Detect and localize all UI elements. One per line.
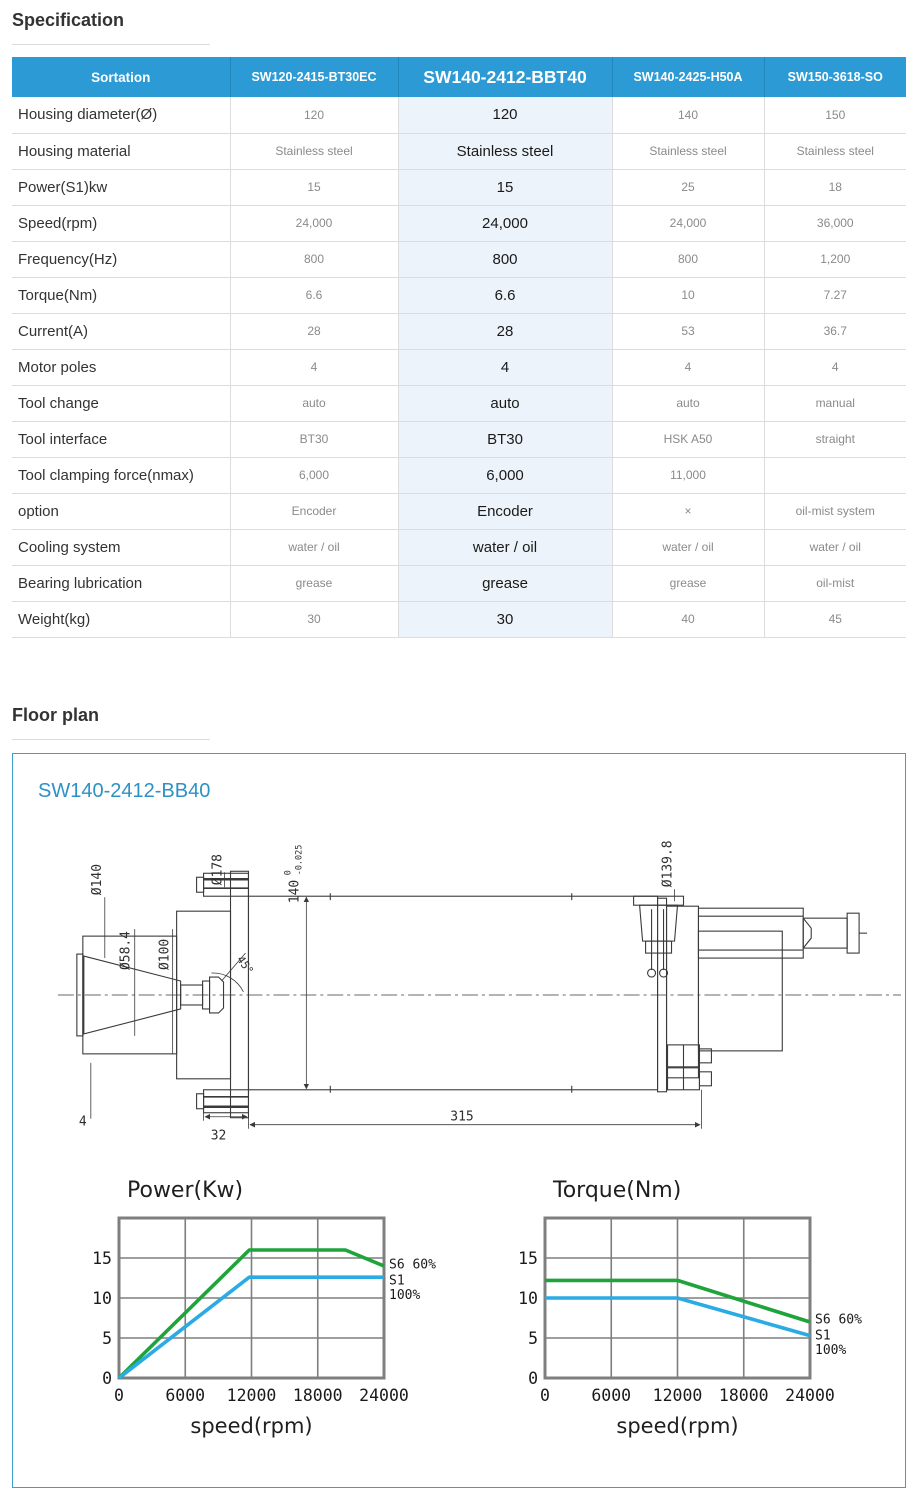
cell-value: 45 bbox=[764, 601, 906, 637]
spec-table bbox=[12, 57, 906, 638]
row-label: Cooling system bbox=[12, 529, 230, 565]
cell-value: Stainless steel bbox=[764, 133, 906, 169]
section-title-floorplan: Floor plan bbox=[12, 704, 99, 725]
row-label: Tool interface bbox=[12, 421, 230, 457]
power-chart bbox=[49, 1173, 469, 1441]
cell-value: 4 bbox=[612, 349, 764, 385]
dim-label-4: 4 bbox=[78, 1114, 87, 1130]
row-label: Current(A) bbox=[12, 313, 230, 349]
table-row bbox=[12, 133, 906, 169]
y-tick-label: 10 bbox=[518, 1288, 538, 1308]
chart-title: Power(Kw) bbox=[127, 1177, 244, 1203]
column-header: SW120-2415-BT30EC bbox=[230, 57, 398, 97]
row-label: Weight(kg) bbox=[12, 601, 230, 637]
section-title-specification: Specification bbox=[12, 10, 125, 30]
heading-underline bbox=[12, 739, 210, 740]
header-row bbox=[12, 57, 906, 97]
table-row bbox=[12, 241, 906, 277]
series-label: 100% bbox=[815, 1342, 847, 1358]
cell-value: 11,000 bbox=[612, 457, 764, 493]
y-tick-label: 0 bbox=[102, 1368, 112, 1388]
column-header: SW140-2425-H50A bbox=[612, 57, 764, 97]
cell-value: × bbox=[612, 493, 764, 529]
cell-value: oil-mist system bbox=[764, 493, 906, 529]
column-header: Sortation bbox=[12, 57, 230, 97]
floorplan-panel bbox=[12, 753, 906, 1488]
cell-value: 1,200 bbox=[764, 241, 906, 277]
table-row bbox=[12, 97, 906, 133]
y-tick-label: 0 bbox=[528, 1368, 538, 1388]
cell-value: Encoder bbox=[230, 493, 398, 529]
cell-value: Stainless steel bbox=[398, 133, 612, 169]
cell-value: 6.6 bbox=[398, 277, 612, 313]
table-row bbox=[12, 169, 906, 205]
table-row bbox=[12, 385, 906, 421]
dim-label-315: 315 bbox=[450, 1109, 474, 1125]
cell-value: grease bbox=[398, 565, 612, 601]
cell-value bbox=[764, 457, 906, 493]
charts-row bbox=[49, 1173, 905, 1441]
x-tick-label: 12000 bbox=[652, 1385, 703, 1405]
dim-label-d140: Ø140 bbox=[89, 863, 105, 895]
row-label: Housing material bbox=[12, 133, 230, 169]
cell-value: 10 bbox=[612, 277, 764, 313]
cell-value: 6,000 bbox=[398, 457, 612, 493]
cell-value: auto bbox=[398, 385, 612, 421]
cell-value: oil-mist bbox=[764, 565, 906, 601]
cell-value: 4 bbox=[764, 349, 906, 385]
cell-value: 150 bbox=[764, 97, 906, 133]
cell-value: 4 bbox=[398, 349, 612, 385]
x-tick-label: 0 bbox=[114, 1385, 124, 1405]
x-tick-label: 18000 bbox=[292, 1385, 343, 1405]
spec-table-head bbox=[12, 57, 906, 97]
dim-label-len140: 140 bbox=[287, 879, 303, 903]
row-label: Tool clamping force(nmax) bbox=[12, 457, 230, 493]
row-label: Power(S1)kw bbox=[12, 169, 230, 205]
table-row bbox=[12, 529, 906, 565]
x-axis-label: speed(rpm) bbox=[616, 1413, 739, 1438]
table-row bbox=[12, 277, 906, 313]
cell-value: manual bbox=[764, 385, 906, 421]
cell-value: 800 bbox=[398, 241, 612, 277]
row-label: Frequency(Hz) bbox=[12, 241, 230, 277]
x-tick-label: 12000 bbox=[226, 1385, 277, 1405]
dim-label-d178: Ø178 bbox=[210, 853, 226, 885]
table-row bbox=[12, 457, 906, 493]
series-label: S6 60% bbox=[815, 1312, 862, 1328]
cell-value: 36.7 bbox=[764, 313, 906, 349]
dim-label-tol-lower: -0.025 bbox=[293, 844, 304, 875]
cell-value: 28 bbox=[398, 313, 612, 349]
cell-value: 24,000 bbox=[612, 205, 764, 241]
dim-label-d100: Ø100 bbox=[157, 938, 173, 970]
row-label: Bearing lubrication bbox=[12, 565, 230, 601]
cell-value: 30 bbox=[230, 601, 398, 637]
x-tick-label: 6000 bbox=[165, 1385, 206, 1405]
dim-label-tol-upper: 0 bbox=[282, 869, 293, 875]
spindle-outline bbox=[58, 871, 901, 1128]
heading-underline bbox=[12, 44, 210, 45]
table-row bbox=[12, 421, 906, 457]
cell-value: Stainless steel bbox=[612, 133, 764, 169]
chart-title: Torque(Nm) bbox=[553, 1177, 682, 1203]
floorplan-model-title: SW140-2412-BB40 bbox=[38, 779, 211, 802]
cell-value: 25 bbox=[612, 169, 764, 205]
y-tick-label: 10 bbox=[92, 1288, 112, 1308]
cell-value: 36,000 bbox=[764, 205, 906, 241]
row-label: Torque(Nm) bbox=[12, 277, 230, 313]
specification-section bbox=[12, 9, 906, 638]
dim-label-d58: Ø58.4 bbox=[118, 930, 134, 970]
row-label: option bbox=[12, 493, 230, 529]
y-tick-label: 15 bbox=[518, 1248, 538, 1268]
table-row bbox=[12, 493, 906, 529]
dim-label-d139: Ø139.8 bbox=[660, 839, 676, 887]
floorplan-section bbox=[12, 704, 906, 1488]
cell-value: 15 bbox=[398, 169, 612, 205]
y-tick-label: 5 bbox=[528, 1328, 538, 1348]
cell-value: 4 bbox=[230, 349, 398, 385]
cell-value: 18 bbox=[764, 169, 906, 205]
cell-value: water / oil bbox=[398, 529, 612, 565]
table-row bbox=[12, 313, 906, 349]
cell-value: 800 bbox=[612, 241, 764, 277]
table-row bbox=[12, 601, 906, 637]
x-axis-label: speed(rpm) bbox=[190, 1413, 313, 1438]
cell-value: 40 bbox=[612, 601, 764, 637]
cell-value: water / oil bbox=[230, 529, 398, 565]
cell-value: HSK A50 bbox=[612, 421, 764, 457]
dim-label-32: 32 bbox=[210, 1128, 227, 1144]
x-tick-label: 24000 bbox=[359, 1385, 409, 1405]
spec-table-body bbox=[12, 97, 906, 637]
cell-value: 120 bbox=[398, 97, 612, 133]
cell-value: 24,000 bbox=[398, 205, 612, 241]
table-row bbox=[12, 349, 906, 385]
cell-value: auto bbox=[612, 385, 764, 421]
series-label: S1 bbox=[389, 1272, 405, 1288]
cell-value: 120 bbox=[230, 97, 398, 133]
row-label: Tool change bbox=[12, 385, 230, 421]
cell-value: Encoder bbox=[398, 493, 612, 529]
x-tick-label: 0 bbox=[540, 1385, 550, 1405]
cell-value: BT30 bbox=[230, 421, 398, 457]
cell-value: 6,000 bbox=[230, 457, 398, 493]
cell-value: water / oil bbox=[764, 529, 906, 565]
cell-value: grease bbox=[230, 565, 398, 601]
column-header: SW140-2412-BBT40 bbox=[398, 57, 612, 97]
cell-value: straight bbox=[764, 421, 906, 457]
dimension-labels bbox=[79, 840, 676, 1143]
cell-value: 140 bbox=[612, 97, 764, 133]
cell-value: water / oil bbox=[612, 529, 764, 565]
y-tick-label: 15 bbox=[92, 1248, 112, 1268]
cell-value: 15 bbox=[230, 169, 398, 205]
cell-value: Stainless steel bbox=[230, 133, 398, 169]
cell-value: 800 bbox=[230, 241, 398, 277]
table-row bbox=[12, 205, 906, 241]
cell-value: grease bbox=[612, 565, 764, 601]
cell-value: 30 bbox=[398, 601, 612, 637]
series-label: S6 60% bbox=[389, 1256, 436, 1272]
table-row bbox=[12, 565, 906, 601]
series-label: 100% bbox=[389, 1287, 421, 1303]
cell-value: BT30 bbox=[398, 421, 612, 457]
cell-value: 24,000 bbox=[230, 205, 398, 241]
column-header: SW150-3618-SO bbox=[764, 57, 906, 97]
row-label: Motor poles bbox=[12, 349, 230, 385]
x-tick-label: 18000 bbox=[718, 1385, 769, 1405]
cell-value: 28 bbox=[230, 313, 398, 349]
cell-value: 7.27 bbox=[764, 277, 906, 313]
cell-value: 53 bbox=[612, 313, 764, 349]
row-label: Speed(rpm) bbox=[12, 205, 230, 241]
cell-value: 6.6 bbox=[230, 277, 398, 313]
y-tick-label: 5 bbox=[102, 1328, 112, 1348]
row-label: Housing diameter(Ø) bbox=[12, 97, 230, 133]
series-label: S1 bbox=[815, 1328, 831, 1344]
x-tick-label: 6000 bbox=[591, 1385, 632, 1405]
torque-chart bbox=[475, 1173, 895, 1441]
cell-value: auto bbox=[230, 385, 398, 421]
x-tick-label: 24000 bbox=[785, 1385, 835, 1405]
technical-drawing bbox=[13, 823, 905, 1163]
dim-label-angle: 45° bbox=[234, 952, 257, 977]
